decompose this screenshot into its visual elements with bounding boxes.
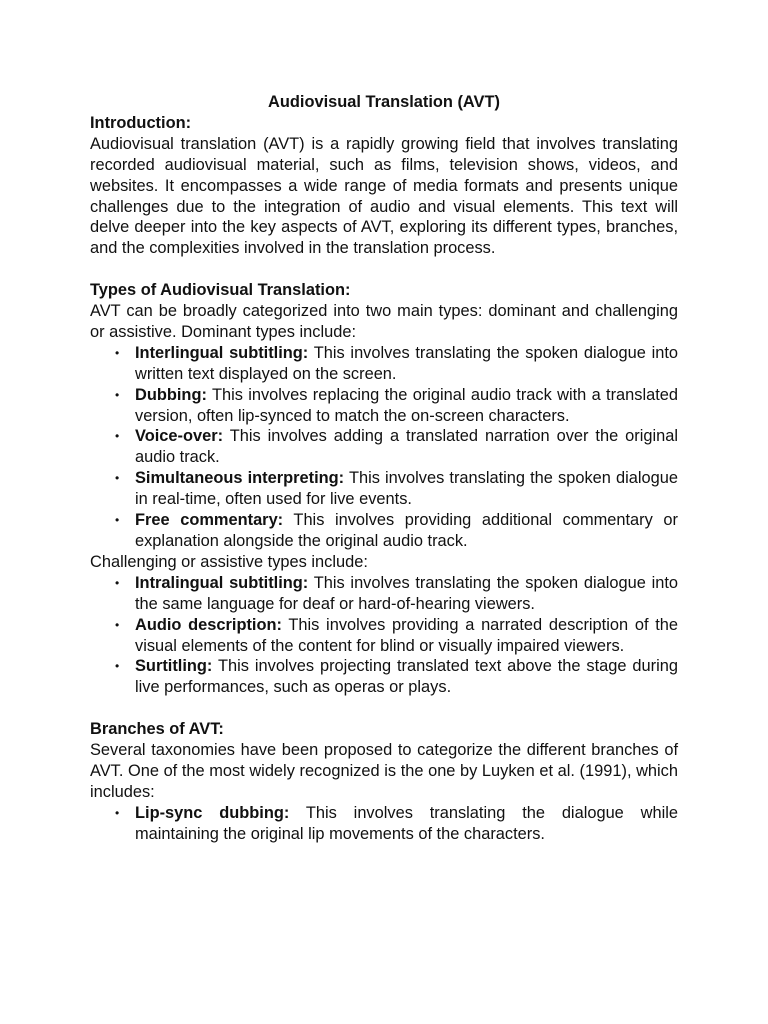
- branches-intro-paragraph: Several taxonomies have been proposed to categorize the different branches of AVT. One of the most widely recognized is the one by Luyken et al. (1991), which includes:: [90, 741, 678, 801]
- spacer: [90, 698, 678, 719]
- list-item-desc: This involves providing a narrated description of the visual elements of the content for blind or visually impaired viewers.: [135, 615, 678, 655]
- bullet-icon: •: [115, 513, 120, 528]
- bullet-icon: •: [115, 387, 120, 402]
- list-item-desc: This involves providing additional commentary or explanation alongside the original audio track.: [135, 511, 678, 551]
- list-item-term: Lip-sync dubbing:: [135, 803, 290, 822]
- list-item: [115, 803, 678, 845]
- branches-heading: Branches of AVT:: [90, 720, 224, 739]
- types-heading: Types of Audiovisual Translation:: [90, 281, 351, 300]
- list-item-term: Dubbing:: [135, 385, 207, 404]
- introduction-heading: Introduction:: [90, 113, 192, 132]
- list-item: [115, 510, 678, 552]
- list-item-term: Simultaneous interpreting:: [135, 469, 345, 488]
- list-item: [115, 656, 678, 698]
- spacer: [90, 259, 678, 280]
- list-item: [115, 615, 678, 657]
- list-item-desc: This involves translating the spoken dialogue into written text displayed on the screen.: [135, 343, 678, 383]
- list-item-desc: This involves translating the spoken dialogue into the same language for deaf or hard-of-hearing viewers.: [135, 573, 678, 613]
- list-item: [115, 573, 678, 615]
- list-item: [115, 426, 678, 468]
- list-item: [115, 468, 678, 510]
- bullet-icon: •: [115, 345, 120, 360]
- list-item: [115, 385, 678, 427]
- list-item-desc: This involves adding a translated narration over the original audio track.: [135, 427, 678, 467]
- branches-list: [90, 803, 678, 845]
- list-item-desc: This involves translating the spoken dialogue in real-time, often used for live events.: [135, 469, 678, 509]
- list-item-term: Audio description:: [135, 615, 282, 634]
- list-item: [115, 343, 678, 385]
- dominant-types-list: [90, 343, 678, 552]
- bullet-icon: •: [115, 805, 120, 820]
- document-page: [90, 92, 678, 845]
- assistive-intro-paragraph: Challenging or assistive types include:: [90, 552, 368, 571]
- bullet-icon: •: [115, 429, 120, 444]
- bullet-icon: •: [115, 471, 120, 486]
- list-item-term: Surtitling:: [135, 657, 213, 676]
- list-item-desc: This involves projecting translated text above the stage during live performances, such as operas or plays.: [135, 657, 678, 697]
- bullet-icon: •: [115, 659, 120, 674]
- bullet-icon: •: [115, 575, 120, 590]
- types-intro-paragraph: AVT can be broadly categorized into two main types: dominant and challenging or assistive. Dominant types include:: [90, 302, 678, 341]
- list-item-term: Interlingual subtitling:: [135, 343, 309, 362]
- list-item-term: Voice-over:: [135, 427, 224, 446]
- list-item-desc: This involves translating the dialogue while maintaining the original lip movements of the characters.: [135, 803, 678, 843]
- list-item-desc: This involves replacing the original audio track with a translated version, often lip-synced to match the on-screen characters.: [135, 385, 678, 425]
- list-item-term: Intralingual subtitling:: [135, 573, 309, 592]
- introduction-paragraph: Audiovisual translation (AVT) is a rapidly growing field that involves translating recorded audiovisual material, such as films, television shows, videos, and websites. It encompasses a wide range of media formats and presents unique challenges due to the integration of audio and visual elements. This text will delve deeper into the key aspects of AVT, exploring its different types, branches, and the complexities involved in the translation process.: [90, 134, 678, 258]
- assistive-types-list: [90, 573, 678, 698]
- list-item-term: Free commentary:: [135, 511, 284, 530]
- document-title: Audiovisual Translation (AVT): [268, 93, 500, 111]
- bullet-icon: •: [115, 617, 120, 632]
